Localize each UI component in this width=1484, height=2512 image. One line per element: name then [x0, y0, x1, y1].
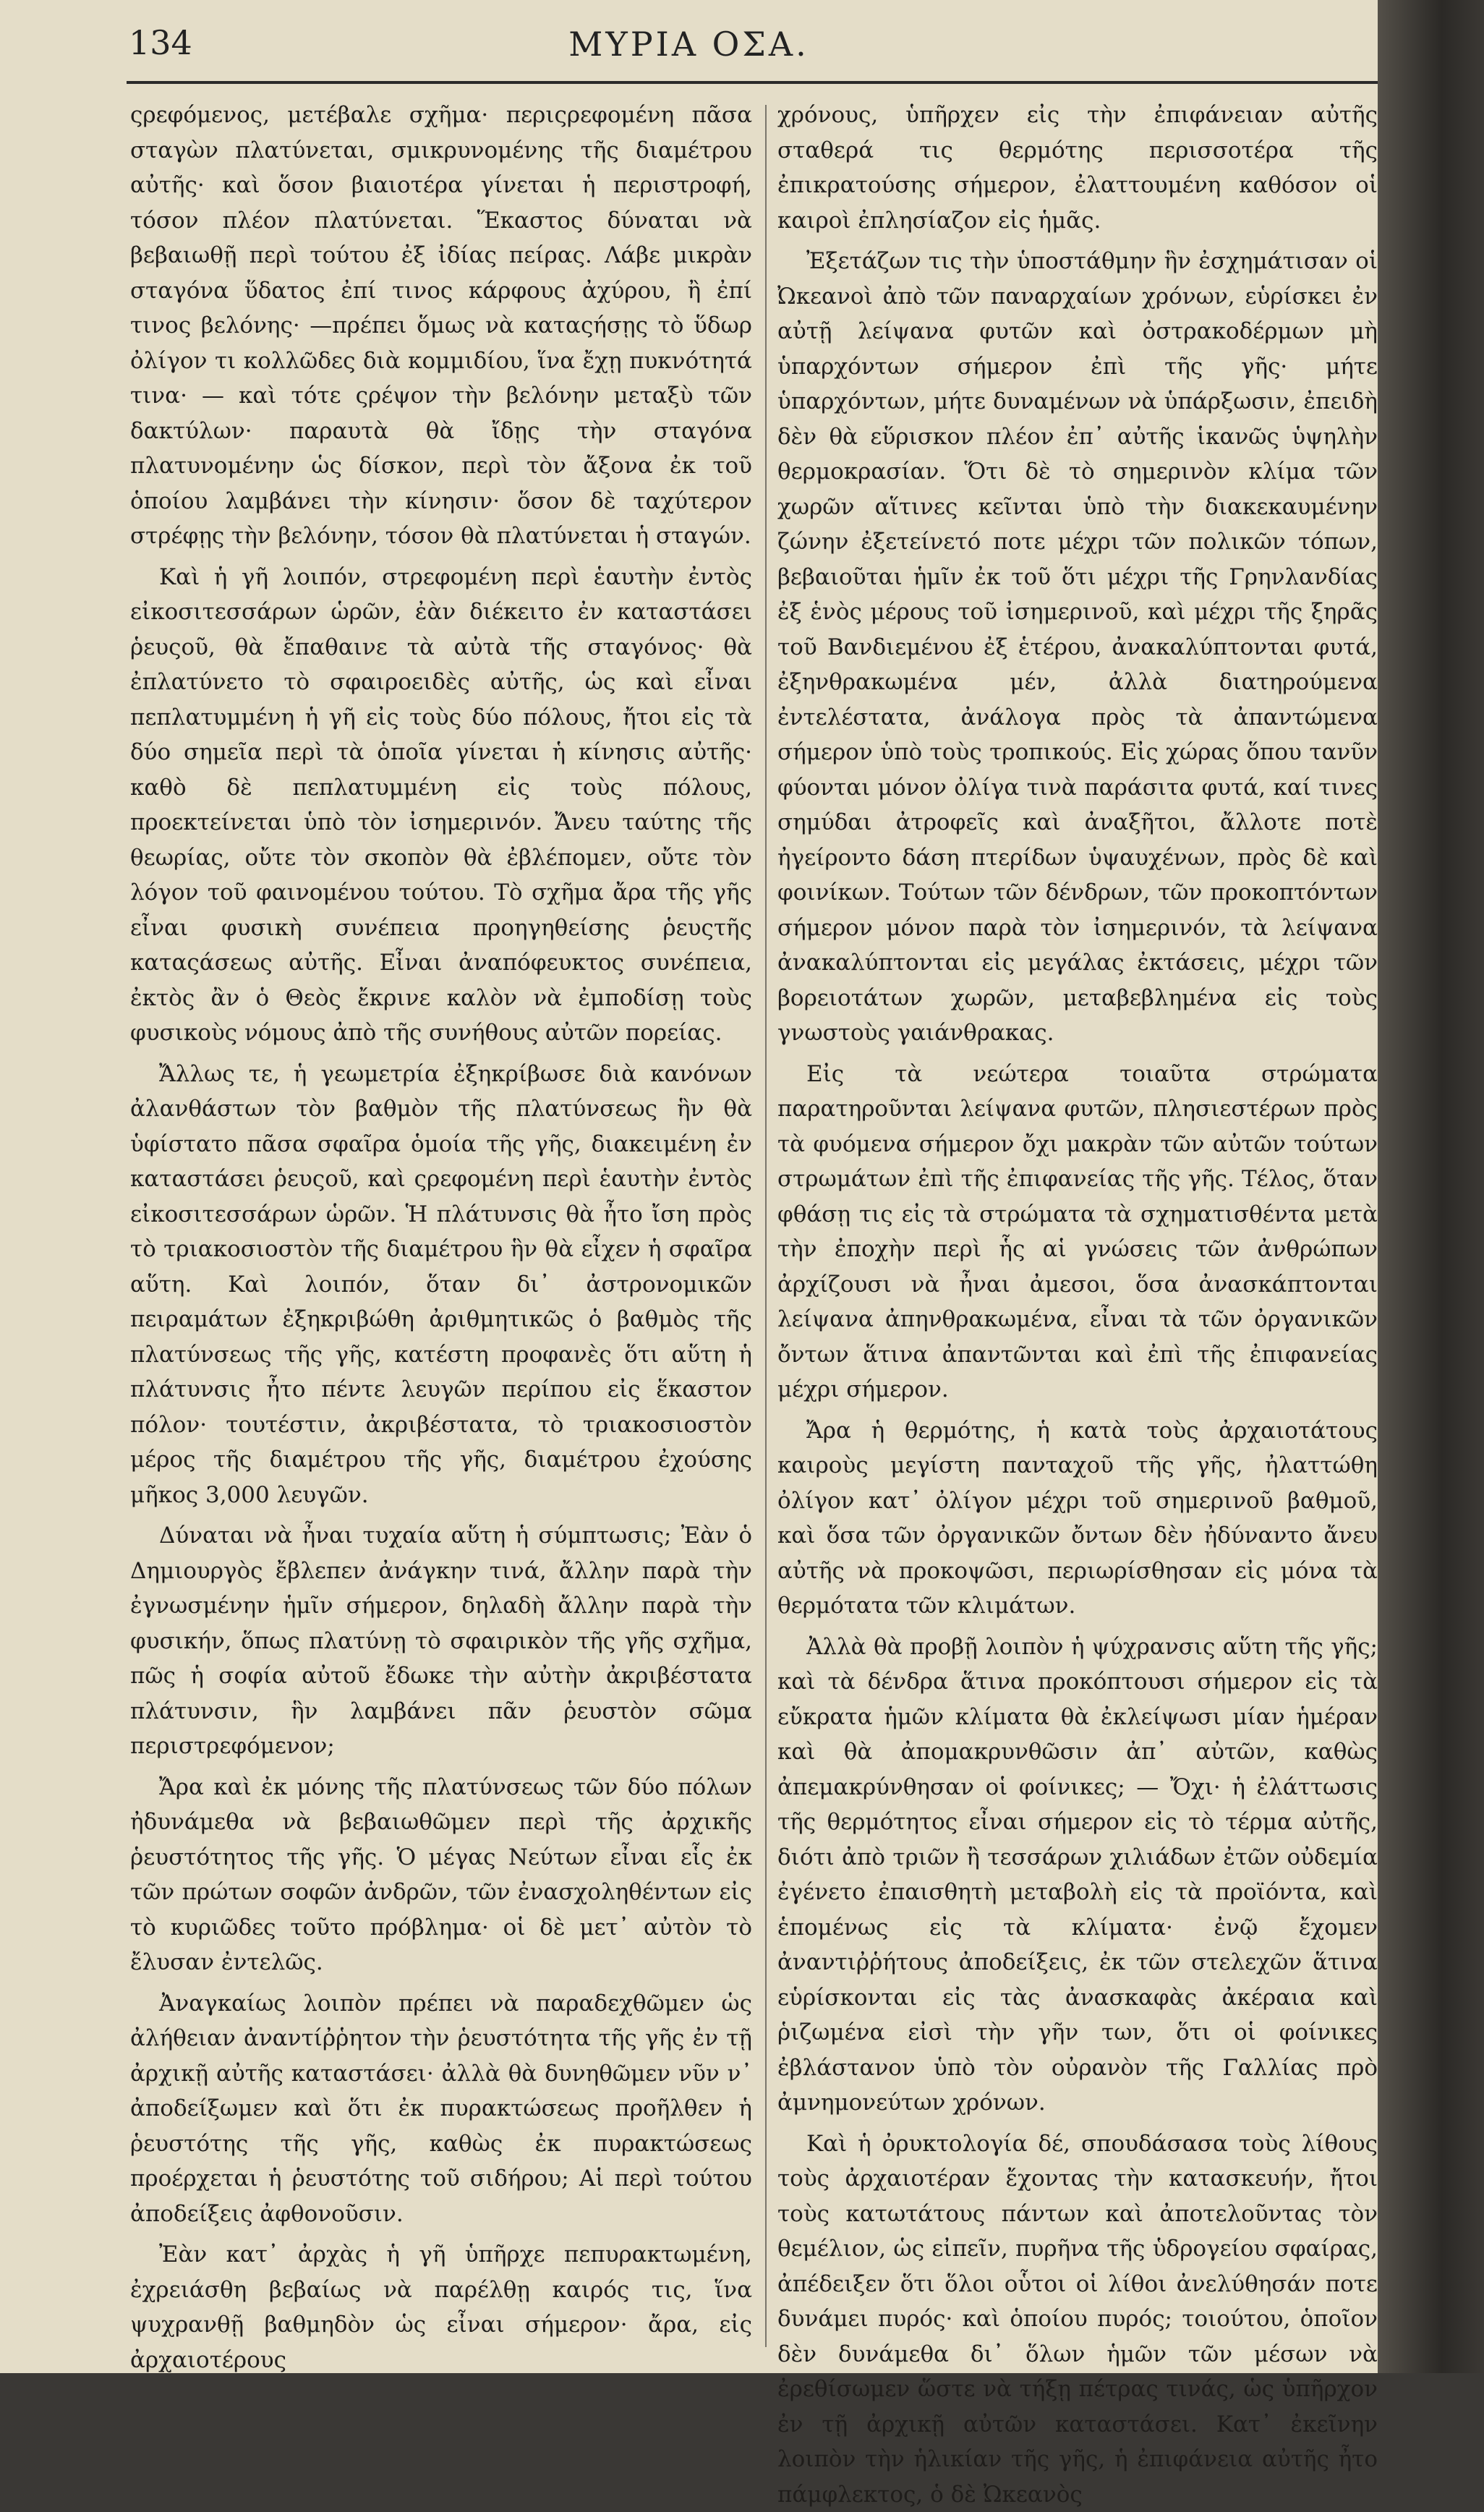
paragraph: Ἄρα ἡ θερμότης, ἡ κατὰ τοὺς ἀρχαιοτάτους καιροὺς μεγίστη πανταχοῦ τῆς γῆς, ἠλαττώθη ὀλίγον κατ᾽ ὀλίγον μέχρι τοῦ σημερινοῦ βαθμοῦ, καὶ ὅσα τῶν ὀργανικῶν ὄντων δὲν ἠδύναντο ἄνευ αὐτῆς νὰ προκοψῶσι, περιωρίσθησαν εἰς μόνα τὰ θερμότατα τῶν κλιμάτων.: [777, 1413, 1378, 1624]
paragraph: χρόνους, ὑπῆρχεν εἰς τὴν ἐπιφάνειαν αὐτῆς σταθερά τις θερμότης περισσοτέρα τῆς ἐπικρατούσης σήμερον, ἐλαττουμένη καθόσον οἱ καιροὶ ἐπλησίαζον εἰς ἡμᾶς.: [777, 98, 1378, 238]
paragraph: Ἄρα καὶ ἐκ μόνης τῆς πλατύνσεως τῶν δύο πόλων ἠδυνάμεθα νὰ βεβαιωθῶμεν περὶ τῆς ἀρχικῆς ῥευστότητος τῆς γῆς. Ὁ μέγας Νεύτων εἶναι εἷς ἐκ τῶν πρώτων σοφῶν ἀνδρῶν, τῶν ἐνασχοληθέντων εἰς τὸ κυριῶδες τοῦτο πρόβλημα· οἱ δὲ μετ᾽ αὐτὸν τὸ ἔλυσαν ἐντελῶς.: [130, 1770, 752, 1980]
paragraph: Ἐξετάζων τις τὴν ὑποστάθμην ἣν ἐσχημάτισαν οἱ Ὠκεανοὶ ἀπὸ τῶν παναρχαίων χρόνων, εὑρίσκει ἐν αὐτῇ λείψανα φυτῶν καὶ ὀστρακοδέρμων μὴ ὑπαρχόντων σήμερον ἐπὶ τῆς γῆς· μήτε ὑπαρχόντων, μήτε δυναμένων νὰ ὑπάρξωσιν, ἐπειδὴ δὲν θὰ εὕρισκον πλέον ἐπ᾽ αὐτῆς ἱκανῶς ὑψηλὴν θερμοκρασίαν. Ὅτι δὲ τὸ σημερινὸν κλίμα τῶν χωρῶν αἵτινες κεῖνται ὑπὸ τὴν διακεκαυμένην ζώνην ἐξετείνετό ποτε μέχρι τῶν πολικῶν τόπων, βεβαιοῦται ἡμῖν ἐκ τοῦ ὅτι μέχρι τῆς Γρηνλανδίας ἐξ ἑνὸς μέρους τοῦ ἰσημερινοῦ, καὶ μέχρι τῆς ξηρᾶς τοῦ Βανδιεμένου ἐξ ἑτέρου, ἀνακαλύπτονται φυτά, ἐξηνθρακωμένα μέν, ἀλλὰ διατηρούμενα ἐντελέστατα, ἀνάλογα πρὸς τὰ ἀπαντώμενα σήμερον ὑπὸ τοὺς τροπικούς. Εἰς χώρας ὅπου τανῦν φύονται μόνον ὀλίγα τινὰ παράσιτα φυτά, καί τινες σημύδαι ἀτροφεῖς καὶ ἀναξῆτοι, ἄλλοτε ποτὲ ἠγείροντο δάση πτερίδων ὑψαυχένων, πρὸς δὲ καὶ φοινίκων. Τούτων τῶν δένδρων, τῶν προκοπτόντων σήμερον μόνον παρὰ τὸν ἰσημερινόν, τὰ λείψανα ἀνακαλύπτονται εἰς μεγάλας ἐκτάσεις, μέχρι τῶν βορειοτάτων χωρῶν, μεταβεβλημένα εἰς τοὺς γνωστοὺς γαιάνθρακας.: [777, 244, 1378, 1051]
header-rule: [127, 81, 1378, 84]
facing-page-edge: [1378, 0, 1484, 2373]
right-column: [777, 98, 1378, 2354]
paragraph: Δύναται νὰ ἦναι τυχαία αὕτη ἡ σύμπτωσις; Ἐὰν ὁ Δημιουργὸς ἔβλεπεν ἀνάγκην τινά, ἄλλην παρὰ τὴν ἐγνωσμένην ἡμῖν σήμερον, δηλαδὴ ἄλλην παρὰ τὴν φυσικήν, ὅπως πλατύνῃ τὸ σφαιρικὸν τῆς γῆς σχῆμα, πῶς ἡ σοφία αὐτοῦ ἔδωκε τὴν αὐτὴν ἀκριβέστατα πλάτυνσιν, ἣν λαμβάνει πᾶν ῥευστὸν σῶμα περιστρεφόμενον;: [130, 1518, 752, 1764]
left-column: [130, 98, 752, 2354]
paragraph: ςρεφόμενος, μετέβαλε σχῆμα· περιςρεφομένη πᾶσα σταγὼν πλατύνεται, σμικρυνομένης τῆς διαμέτρου αὐτῆς· καὶ ὅσον βιαιοτέρα γίνεται ἡ περιστροφή, τόσον πλέον πλατύνεται. Ἕκαστος δύναται νὰ βεβαιωθῇ περὶ τούτου ἐξ ἰδίας πείρας. Λάβε μικρὰν σταγόνα ὕδατος ἐπί τινος κάρφους ἀχύρου, ἢ ἐπί τινος βελόνης· —πρέπει ὅμως νὰ καταςήσῃς τὸ ὕδωρ ὀλίγον τι κολλῶδες διὰ κομμιδίου, ἵνα ἔχῃ πυκνότητά τινα· — καὶ τότε ςρέψον τὴν βελόνην μεταξὺ τῶν δακτύλων· παραυτὰ θὰ ἴδῃς τὴν σταγόνα πλατυνομένην ὡς δίσκον, περὶ τὸν ἄξονα ἐκ τοῦ ὁποίου λαμβάνει τὴν κίνησιν· ὅσον δὲ ταχύτερον στρέφῃς τὴν βελόνην, τόσον θὰ πλατύνεται ἡ σταγών.: [130, 98, 752, 554]
paragraph: Εἰς τὰ νεώτερα τοιαῦτα στρώματα παρατηροῦνται λείψανα φυτῶν, πλησιεστέρων πρὸς τὰ φυόμενα σήμερον ὄχι μακρὰν τῶν αὐτῶν τούτων στρωμάτων ἐπὶ τῆς ἐπιφανείας τῆς γῆς. Τέλος, ὅταν φθάσῃ τις εἰς τὰ στρώματα τὰ σχηματισθέντα μετὰ τὴν ἐποχὴν περὶ ἧς αἱ γνώσεις τῶν ἀνθρώπων ἀρχίζουσι νὰ ἦναι ἀμεσοι, ὅσα ἀνασκάπτονται λείψανα ἀπηνθρακωμένα, εἶναι τὰ τῶν ὀργανικῶν ὄντων ἅτινα ἀπαντῶνται καὶ ἐπὶ τῆς ἐπιφανείας μέχρι σήμερον.: [777, 1057, 1378, 1408]
page-header: [0, 14, 1378, 72]
paragraph: Καὶ ἡ γῆ λοιπόν, στρεφομένη περὶ ἑαυτὴν ἐντὸς εἰκοσιτεσσάρων ὡρῶν, ἐὰν διέκειτο ἐν καταστάσει ῥευςοῦ, θὰ ἔπαθαινε τὰ αὐτὰ τῆς σταγόνος· θὰ ἐπλατύνετο τὸ σφαιροειδὲς αὐτῆς, ὡς καὶ εἶναι πεπλατυμμένη ἡ γῆ εἰς τοὺς δύο πόλους, ἤτοι εἰς τὰ δύο σημεῖα περὶ τὰ ὁποῖα γίνεται ἡ κίνησις αὐτῆς· καθὸ δὲ πεπλατυμμένη εἰς τοὺς πόλους, προεκτείνεται ὑπὸ τὸν ἰσημερινόν. Ἄνευ ταύτης τῆς θεωρίας, οὔτε τὸν σκοπὸν θὰ ἐβλέπομεν, οὔτε τὸν λόγον τοῦ φαινομένου τούτου. Τὸ σχῆμα ἄρα τῆς γῆς εἶναι φυσικὴ συνέπεια προηγηθείσης ῥευςτῆς καταςάσεως αὐτῆς. Εἶναι ἀναπόφευκτος συνέπεια, ἐκτὸς ἂν ὁ Θεὸς ἔκρινε καλὸν νὰ ἐμποδίσῃ τοὺς φυσικοὺς νόμους ἀπὸ τῆς συνήθους αὐτῶν πορείας.: [130, 560, 752, 1051]
page-number: 134: [129, 23, 192, 62]
paragraph: Ἄλλως τε, ἡ γεωμετρία ἐξηκρίβωσε διὰ κανόνων ἀλανθάστων τὸν βαθμὸν τῆς πλατύνσεως ἣν θὰ ὑφίστατο πᾶσα σφαῖρα ὁμοία τῆς γῆς, διακειμένη ἐν καταστάσει ῥευςοῦ, καὶ ςρεφομένη περὶ ἑαυτὴν ἐντὸς εἰκοσιτεσσάρων ὡρῶν. Ἡ πλάτυνσις θὰ ἦτο ἴση πρὸς τὸ τριακοσιοστὸν τῆς διαμέτρου ἣν θὰ εἶχεν ἡ σφαῖρα αὕτη. Καὶ λοιπόν, ὅταν δι᾽ ἀστρονομικῶν πειραμάτων ἐξηκριβώθη ἀριθμητικῶς ὁ βαθμὸς τῆς πλατύνσεως τῆς γῆς, κατέστη προφανὲς ὅτι αὕτη ἡ πλάτυνσις ἦτο πέντε λευγῶν περίπου εἰς ἕκαστον πόλον· τουτέστιν, ἀκριβέστατα, τὸ τριακοσιοστὸν μέρος τῆς διαμέτρου τῆς γῆς, διαμέτρου ἐχούσης μῆκος 3,000 λευγῶν.: [130, 1057, 752, 1513]
running-title: ΜΥΡΙΑ ΟΣΑ.: [0, 25, 1378, 64]
column-divider: [765, 105, 767, 2347]
paragraph: Ἀναγκαίως λοιπὸν πρέπει νὰ παραδεχθῶμεν ὡς ἀλήθειαν ἀναντίῤῥητον τὴν ῥευστότητα τῆς γῆς ἐν τῇ ἀρχικῇ αὐτῆς καταστάσει· ἀλλὰ θὰ δυνηθῶμεν νῦν ν᾽ ἀποδείξωμεν καὶ ὅτι ἐκ πυρακτώσεως προῆλθεν ἡ ῥευστότης τῆς γῆς, καθὼς ἐκ πυρακτώσεως προέρχεται ἡ ῥευστότης τοῦ σιδήρου; Αἱ περὶ τούτου ἀποδείξεις ἀφθονοῦσιν.: [130, 1986, 752, 2232]
paragraph: Καὶ ἡ ὀρυκτολογία δέ, σπουδάσασα τοὺς λίθους τοὺς ἀρχαιοτέραν ἔχοντας τὴν κατασκευήν, ἤτοι τοὺς κατωτάτους πάντων καὶ ἀποτελοῦντας τὸν θεμέλιον, ὡς εἰπεῖν, πυρῆνα τῆς ὑδρογείου σφαίρας, ἀπέδειξεν ὅτι ὅλοι οὗτοι οἱ λίθοι ἀνελύθησάν ποτε δυνάμει πυρός· καὶ ὁποίου πυρός; τοιούτου, ὁποῖον δὲν δυνάμεθα δι᾽ ὅλων ἡμῶν τῶν μέσων νὰ ἐρεθίσωμεν ὥστε νὰ τήξῃ πέτρας τινάς, ὡς ὑπῆρχον ἐν τῇ ἀρχικῇ αὐτῶν καταστάσει. Κατ᾽ ἐκεῖνην λοιπὸν τὴν ἡλικίαν τῆς γῆς, ἡ ἐπιφάνεια αὐτῆς ἦτο πάμφλεκτος, ὁ δὲ Ὠκεανὸς: [777, 2126, 1378, 2512]
paragraph: Ἀλλὰ θὰ προβῇ λοιπὸν ἡ ψύχρανσις αὕτη τῆς γῆς; καὶ τὰ δένδρα ἅτινα προκόπτουσι σήμερον εἰς τὰ εὔκρατα ἡμῶν κλίματα θὰ ἐκλείψωσι μίαν ἡμέραν καὶ θὰ ἀπομακρυνθῶσιν ἀπ᾽ αὐτῶν, καθὼς ἀπεμακρύνθησαν οἱ φοίνικες; — Ὄχι· ἡ ἐλάττωσις τῆς θερμότητος εἶναι σήμερον εἰς τὸ τέρμα αὐτῆς, διότι ἀπὸ τριῶν ἢ τεσσάρων χιλιάδων ἐτῶν οὐδεμία ἐγένετο ἐπαισθητὴ μεταβολὴ εἰς τὰ προϊόντα, καὶ ἑπομένως εἰς τὰ κλίματα· ἐνῷ ἔχομεν ἀναντιῤῥήτους ἀποδείξεις, ἐκ τῶν στελεχῶν ἅτινα εὑρίσκονται εἰς τὰς ἀνασκαφὰς ἀκέραια καὶ ῥιζωμένα εἰσὶ τὴν γῆν των, ὅτι οἱ φοίνικες ἐβλάστανον ὑπὸ τὸν οὐρανὸν τῆς Γαλλίας πρὸ ἀμνημονεύτων χρόνων.: [777, 1630, 1378, 2121]
paragraph: Ἐὰν κατ᾽ ἀρχὰς ἡ γῆ ὑπῆρχε πεπυρακτωμένη, ἐχρειάσθη βεβαίως νὰ παρέλθῃ καιρός τις, ἵνα ψυχρανθῇ βαθμηδὸν ὡς εἶναι σήμερον· ἄρα, εἰς ἀρχαιοτέρους: [130, 2237, 752, 2377]
